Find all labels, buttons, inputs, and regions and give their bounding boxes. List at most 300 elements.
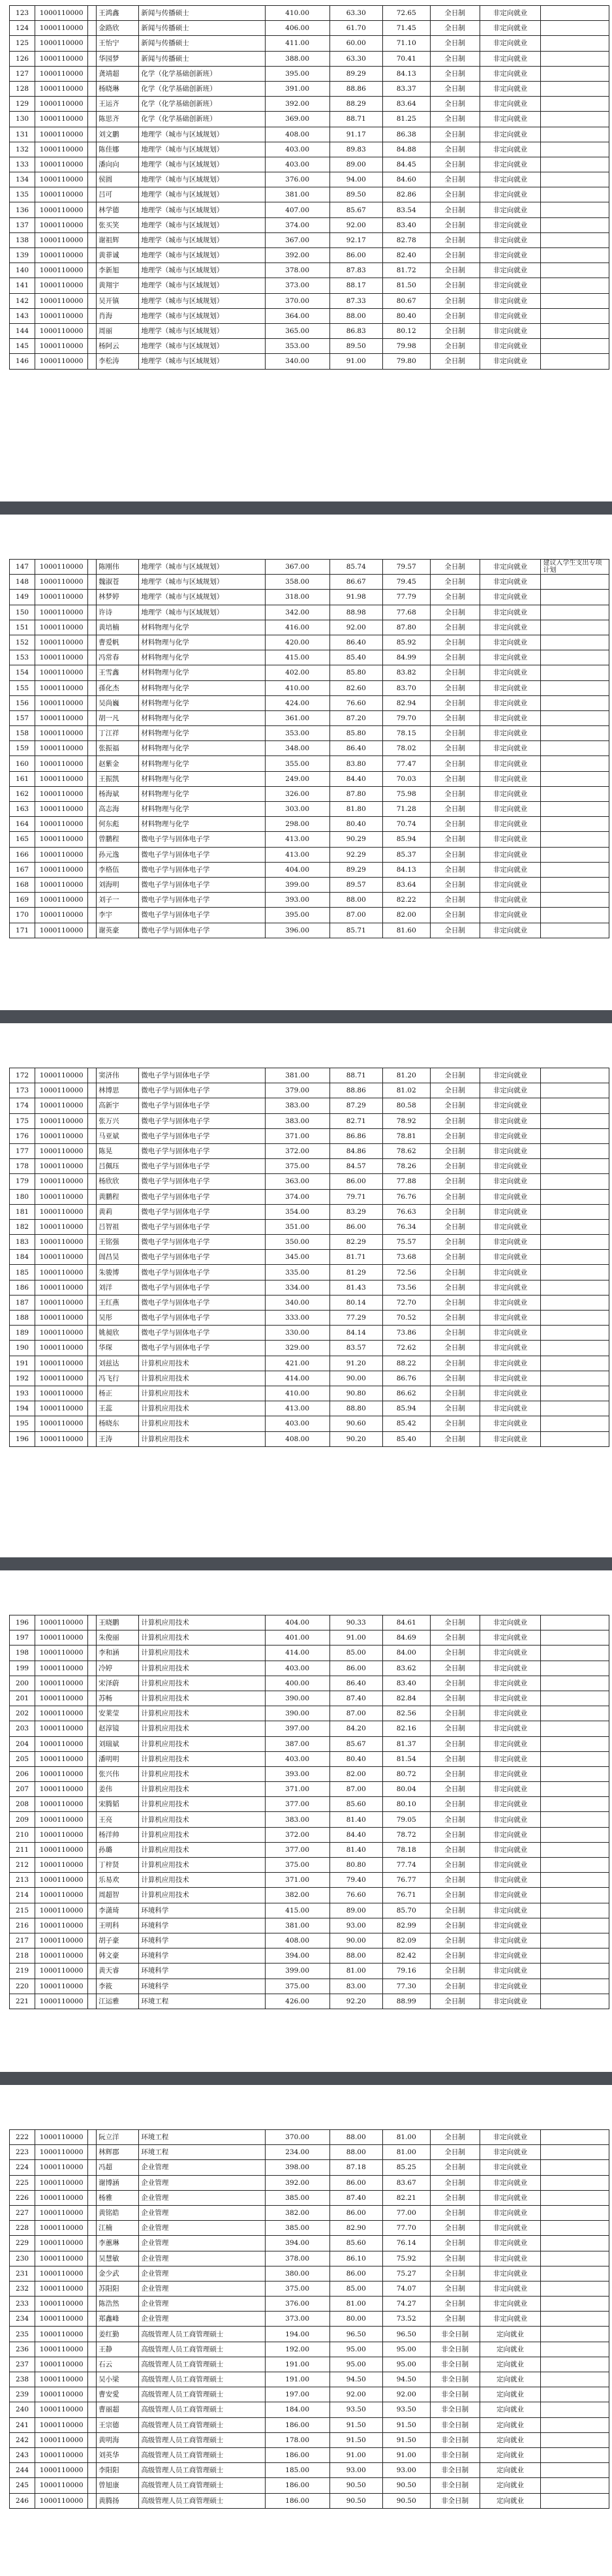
seq-cell: 211 — [10, 1842, 35, 1857]
name-cell: 姜红勤 — [97, 2327, 139, 2342]
employment-type-cell: 非定向就业 — [480, 1174, 541, 1189]
total-score-cell: 78.15 — [382, 726, 430, 741]
retest-score-cell: 82.90 — [329, 2221, 382, 2236]
major-cell: 企业管理 — [139, 2175, 265, 2190]
marker-cell — [88, 1964, 97, 1979]
seq-cell: 129 — [10, 97, 35, 112]
table-row — [10, 1994, 609, 2009]
initial-score-cell: 178.00 — [265, 2432, 329, 2447]
remark-cell — [541, 51, 609, 66]
seq-cell: 152 — [10, 635, 35, 650]
marker-cell — [88, 1401, 97, 1416]
retest-score-cell: 86.83 — [329, 323, 382, 338]
initial-score-cell: 380.00 — [265, 2266, 329, 2281]
marker-cell — [88, 1933, 97, 1948]
marker-cell — [88, 802, 97, 817]
employment-type-cell: 定向就业 — [480, 2327, 541, 2342]
seq-cell: 228 — [10, 2221, 35, 2236]
study-mode-cell: 非全日制 — [430, 2372, 480, 2387]
employment-type-cell: 非定向就业 — [480, 1311, 541, 1326]
initial-score-cell: 394.00 — [265, 2236, 329, 2251]
employment-type-cell: 非定向就业 — [480, 1842, 541, 1857]
major-cell: 企业管理 — [139, 2266, 265, 2281]
study-mode-cell: 全日制 — [430, 1326, 480, 1341]
total-score-cell: 79.16 — [382, 1964, 430, 1979]
name-cell: 杨雅 — [97, 2190, 139, 2205]
major-cell: 高级管理人员工商管理硕士 — [139, 2478, 265, 2493]
total-score-cell: 77.88 — [382, 1174, 430, 1189]
remark-cell — [541, 2327, 609, 2342]
total-score-cell: 77.00 — [382, 2205, 430, 2220]
initial-score-cell: 353.00 — [265, 726, 329, 741]
marker-cell — [88, 2417, 97, 2432]
name-cell: 杨欣欣 — [97, 1174, 139, 1189]
seq-cell: 191 — [10, 1356, 35, 1371]
name-cell: 林辉郡 — [97, 2145, 139, 2160]
marker-cell — [88, 665, 97, 680]
employment-type-cell: 非定向就业 — [480, 2160, 541, 2175]
study-mode-cell: 全日制 — [430, 710, 480, 725]
seq-cell: 219 — [10, 1964, 35, 1979]
employment-type-cell: 非定向就业 — [480, 695, 541, 710]
retest-score-cell: 86.00 — [329, 1661, 382, 1676]
total-score-cell: 93.50 — [382, 2402, 430, 2417]
name-cell: 黄莉 — [97, 1204, 139, 1219]
major-cell: 微电子学与固体电子学 — [139, 1128, 265, 1143]
major-cell: 材料物理与化学 — [139, 620, 265, 635]
study-mode-cell: 全日制 — [430, 893, 480, 908]
exam-id-cell: 1000110000 — [35, 560, 88, 575]
major-cell: 材料物理与化学 — [139, 741, 265, 756]
marker-cell — [88, 51, 97, 66]
seq-cell: 130 — [10, 112, 35, 127]
major-cell: 微电子学与固体电子学 — [139, 1235, 265, 1250]
employment-type-cell: 非定向就业 — [480, 1751, 541, 1766]
table-row — [10, 2266, 609, 2281]
total-score-cell: 76.14 — [382, 2236, 430, 2251]
study-mode-cell: 全日制 — [430, 605, 480, 620]
exam-id-cell: 1000110000 — [35, 232, 88, 247]
name-cell: 潘明明 — [97, 1751, 139, 1766]
seq-cell: 202 — [10, 1706, 35, 1721]
table-row — [10, 323, 609, 338]
marker-cell — [88, 66, 97, 81]
exam-id-cell: 1000110000 — [35, 1888, 88, 1903]
seq-cell: 220 — [10, 1979, 35, 1994]
table-row — [10, 1676, 609, 1691]
employment-type-cell: 非定向就业 — [480, 726, 541, 741]
table-row — [10, 112, 609, 127]
initial-score-cell: 370.00 — [265, 293, 329, 308]
marker-cell — [88, 278, 97, 293]
total-score-cell: 92.00 — [382, 2387, 430, 2402]
table-row — [10, 1812, 609, 1827]
remark-cell — [541, 1706, 609, 1721]
employment-type-cell: 定向就业 — [480, 2417, 541, 2432]
total-score-cell: 81.00 — [382, 2130, 430, 2145]
table-row — [10, 1416, 609, 1431]
total-score-cell: 80.40 — [382, 308, 430, 323]
retest-score-cell: 93.50 — [329, 2402, 382, 2417]
exam-id-cell: 1000110000 — [35, 1128, 88, 1143]
study-mode-cell: 全日制 — [430, 2297, 480, 2312]
marker-cell — [88, 2145, 97, 2160]
seq-cell: 169 — [10, 893, 35, 908]
major-cell: 计算机应用技术 — [139, 1431, 265, 1446]
study-mode-cell: 全日制 — [430, 1265, 480, 1280]
employment-type-cell: 定向就业 — [480, 2447, 541, 2462]
seq-cell: 171 — [10, 923, 35, 938]
page-separator — [0, 1010, 612, 1023]
remark-cell — [541, 2130, 609, 2145]
exam-id-cell: 1000110000 — [35, 51, 88, 66]
total-score-cell: 72.62 — [382, 1341, 430, 1356]
study-mode-cell: 全日制 — [430, 560, 480, 575]
exam-id-cell: 1000110000 — [35, 741, 88, 756]
study-mode-cell: 全日制 — [430, 862, 480, 877]
study-mode-cell: 全日制 — [430, 1615, 480, 1630]
name-cell: 江楠 — [97, 2221, 139, 2236]
total-score-cell: 80.12 — [382, 323, 430, 338]
retest-score-cell: 84.86 — [329, 1143, 382, 1158]
retest-score-cell: 88.86 — [329, 1083, 382, 1098]
name-cell: 丁梓贤 — [97, 1858, 139, 1873]
name-cell: 江运雅 — [97, 1994, 139, 2009]
initial-score-cell: 393.00 — [265, 893, 329, 908]
exam-id-cell: 1000110000 — [35, 893, 88, 908]
seq-cell: 179 — [10, 1174, 35, 1189]
retest-score-cell: 86.40 — [329, 1676, 382, 1691]
name-cell: 何东彪 — [97, 817, 139, 832]
employment-type-cell: 非定向就业 — [480, 51, 541, 66]
initial-score-cell: 391.00 — [265, 81, 329, 96]
remark-cell — [541, 1128, 609, 1143]
seq-cell: 155 — [10, 680, 35, 695]
remark-cell — [541, 1356, 609, 1371]
total-score-cell: 72.56 — [382, 1265, 430, 1280]
total-score-cell: 75.98 — [382, 786, 430, 801]
seq-cell: 221 — [10, 1994, 35, 2009]
study-mode-cell: 非全日制 — [430, 2493, 480, 2508]
remark-cell — [541, 187, 609, 202]
table-row — [10, 2432, 609, 2447]
remark-cell — [541, 66, 609, 81]
total-score-cell: 88.99 — [382, 1994, 430, 2009]
name-cell: 韩文豪 — [97, 1948, 139, 1964]
total-score-cell: 85.25 — [382, 2160, 430, 2175]
marker-cell — [88, 2463, 97, 2478]
table-row — [10, 1356, 609, 1371]
major-cell: 计算机应用技术 — [139, 1827, 265, 1842]
exam-id-cell: 1000110000 — [35, 1113, 88, 1128]
marker-cell — [88, 2221, 97, 2236]
study-mode-cell: 全日制 — [430, 81, 480, 96]
exam-id-cell: 1000110000 — [35, 142, 88, 157]
retest-score-cell: 95.00 — [329, 2342, 382, 2357]
study-mode-cell: 全日制 — [430, 51, 480, 66]
name-cell: 肖海 — [97, 308, 139, 323]
exam-id-cell: 1000110000 — [35, 2447, 88, 2462]
employment-type-cell: 非定向就业 — [480, 817, 541, 832]
exam-id-cell: 1000110000 — [35, 1736, 88, 1751]
remark-cell — [541, 1416, 609, 1431]
total-score-cell: 91.50 — [382, 2432, 430, 2447]
exam-id-cell: 1000110000 — [35, 2402, 88, 2417]
exam-id-cell: 1000110000 — [35, 1615, 88, 1630]
remark-cell — [541, 665, 609, 680]
name-cell: 姚昶欣 — [97, 1326, 139, 1341]
seq-cell: 218 — [10, 1948, 35, 1964]
exam-id-cell: 1000110000 — [35, 308, 88, 323]
marker-cell — [88, 817, 97, 832]
marker-cell — [88, 1143, 97, 1158]
major-cell: 地理学（城市与区域规划） — [139, 278, 265, 293]
remark-cell — [541, 2372, 609, 2387]
remark-cell — [541, 1326, 609, 1341]
name-cell: 杨阿云 — [97, 339, 139, 354]
major-cell: 微电子学与固体电子学 — [139, 893, 265, 908]
major-cell: 计算机应用技术 — [139, 1736, 265, 1751]
marker-cell — [88, 1676, 97, 1691]
marker-cell — [88, 1098, 97, 1113]
table-row — [10, 2312, 609, 2327]
marker-cell — [88, 2312, 97, 2327]
major-cell: 环境工程 — [139, 2145, 265, 2160]
exam-id-cell: 1000110000 — [35, 2266, 88, 2281]
retest-score-cell: 85.80 — [329, 665, 382, 680]
study-mode-cell: 全日制 — [430, 157, 480, 172]
marker-cell — [88, 1235, 97, 1250]
study-mode-cell: 全日制 — [430, 1083, 480, 1098]
seq-cell: 123 — [10, 6, 35, 21]
major-cell: 微电子学与固体电子学 — [139, 1083, 265, 1098]
marker-cell — [88, 172, 97, 187]
study-mode-cell: 全日制 — [430, 354, 480, 369]
exam-id-cell: 1000110000 — [35, 2190, 88, 2205]
employment-type-cell: 非定向就业 — [480, 1386, 541, 1401]
remark-cell — [541, 1341, 609, 1356]
marker-cell — [88, 1918, 97, 1933]
name-cell: 陈晃 — [97, 1143, 139, 1158]
initial-score-cell: 408.00 — [265, 127, 329, 142]
table-row — [10, 1888, 609, 1903]
initial-score-cell: 399.00 — [265, 877, 329, 892]
employment-type-cell: 非定向就业 — [480, 756, 541, 771]
marker-cell — [88, 1948, 97, 1964]
study-mode-cell: 全日制 — [430, 802, 480, 817]
employment-type-cell: 非定向就业 — [480, 741, 541, 756]
exam-id-cell: 1000110000 — [35, 620, 88, 635]
remark-cell — [541, 2357, 609, 2372]
employment-type-cell: 非定向就业 — [480, 2251, 541, 2266]
remark-cell — [541, 1736, 609, 1751]
marker-cell — [88, 127, 97, 142]
name-cell: 李宇 — [97, 908, 139, 923]
name-cell: 訚昌昊 — [97, 1250, 139, 1265]
total-score-cell: 73.86 — [382, 1326, 430, 1341]
retest-score-cell: 82.60 — [329, 680, 382, 695]
marker-cell — [88, 2447, 97, 2462]
total-score-cell: 80.67 — [382, 293, 430, 308]
name-cell: 苏阳阳 — [97, 2281, 139, 2296]
total-score-cell: 71.28 — [382, 802, 430, 817]
seq-cell: 223 — [10, 2145, 35, 2160]
total-score-cell: 84.60 — [382, 172, 430, 187]
table-row — [10, 1858, 609, 1873]
employment-type-cell: 非定向就业 — [480, 263, 541, 278]
seq-cell: 235 — [10, 2327, 35, 2342]
exam-id-cell: 1000110000 — [35, 112, 88, 127]
employment-type-cell: 非定向就业 — [480, 21, 541, 36]
exam-id-cell: 1000110000 — [35, 1873, 88, 1888]
seq-cell: 194 — [10, 1401, 35, 1416]
remark-cell — [541, 2387, 609, 2402]
retest-score-cell: 84.20 — [329, 1721, 382, 1736]
remark-cell — [541, 1401, 609, 1416]
employment-type-cell: 非定向就业 — [480, 1721, 541, 1736]
marker-cell — [88, 1128, 97, 1143]
total-score-cell: 83.40 — [382, 1676, 430, 1691]
marker-cell — [88, 354, 97, 369]
table-row — [10, 2297, 609, 2312]
table-row — [10, 847, 609, 862]
name-cell: 刘海明 — [97, 877, 139, 892]
remark-cell — [541, 157, 609, 172]
major-cell: 化学（化学基础创新班） — [139, 112, 265, 127]
initial-score-cell: 354.00 — [265, 1204, 329, 1219]
retest-score-cell: 84.14 — [329, 1326, 382, 1341]
total-score-cell: 85.92 — [382, 635, 430, 650]
name-cell: 刘子一 — [97, 893, 139, 908]
table-row — [10, 741, 609, 756]
marker-cell — [88, 756, 97, 771]
marker-cell — [88, 308, 97, 323]
study-mode-cell: 全日制 — [430, 1401, 480, 1416]
total-score-cell: 82.40 — [382, 248, 430, 263]
remark-cell — [541, 862, 609, 877]
initial-score-cell: 372.00 — [265, 1143, 329, 1158]
study-mode-cell: 全日制 — [430, 2266, 480, 2281]
seq-cell: 198 — [10, 1646, 35, 1661]
seq-cell: 196 — [10, 1615, 35, 1630]
name-cell: 吴开镇 — [97, 293, 139, 308]
major-cell: 地理学（城市与区域规划） — [139, 187, 265, 202]
initial-score-cell: 371.00 — [265, 1873, 329, 1888]
table-row — [10, 1295, 609, 1310]
major-cell: 高级管理人员工商管理硕士 — [139, 2372, 265, 2387]
seq-cell: 159 — [10, 741, 35, 756]
table-row — [10, 2327, 609, 2342]
employment-type-cell: 非定向就业 — [480, 1676, 541, 1691]
study-mode-cell: 非全日制 — [430, 2387, 480, 2402]
remark-cell — [541, 2175, 609, 2190]
remark-cell — [541, 1888, 609, 1903]
employment-type-cell: 非定向就业 — [480, 97, 541, 112]
major-cell: 计算机应用技术 — [139, 1706, 265, 1721]
exam-id-cell: 1000110000 — [35, 1204, 88, 1219]
study-mode-cell: 全日制 — [430, 1979, 480, 1994]
marker-cell — [88, 1661, 97, 1676]
table-row — [10, 908, 609, 923]
exam-id-cell: 1000110000 — [35, 1827, 88, 1842]
study-mode-cell: 全日制 — [430, 1994, 480, 2009]
initial-score-cell: 402.00 — [265, 665, 329, 680]
seq-cell: 145 — [10, 339, 35, 354]
seq-cell: 177 — [10, 1143, 35, 1158]
major-cell: 微电子学与固体电子学 — [139, 1250, 265, 1265]
name-cell: 华琛 — [97, 1341, 139, 1356]
employment-type-cell: 非定向就业 — [480, 2145, 541, 2160]
retest-score-cell: 95.00 — [329, 2357, 382, 2372]
study-mode-cell: 全日制 — [430, 695, 480, 710]
employment-type-cell: 非定向就业 — [480, 877, 541, 892]
study-mode-cell: 全日制 — [430, 590, 480, 605]
employment-type-cell: 非定向就业 — [480, 142, 541, 157]
employment-type-cell: 定向就业 — [480, 2387, 541, 2402]
study-mode-cell: 全日制 — [430, 1386, 480, 1401]
major-cell: 计算机应用技术 — [139, 1386, 265, 1401]
initial-score-cell: 381.00 — [265, 1068, 329, 1083]
name-cell: 陈佳娜 — [97, 142, 139, 157]
major-cell: 计算机应用技术 — [139, 1630, 265, 1646]
retest-score-cell: 86.00 — [329, 1174, 382, 1189]
study-mode-cell: 全日制 — [430, 1933, 480, 1948]
score-table — [9, 1615, 609, 2009]
table-row — [10, 1646, 609, 1661]
name-cell: 冯常春 — [97, 650, 139, 665]
major-cell: 企业管理 — [139, 2190, 265, 2205]
initial-score-cell: 408.00 — [265, 1933, 329, 1948]
employment-type-cell: 定向就业 — [480, 2402, 541, 2417]
study-mode-cell: 非全日制 — [430, 2463, 480, 2478]
marker-cell — [88, 2342, 97, 2357]
total-score-cell: 82.56 — [382, 1706, 430, 1721]
major-cell: 计算机应用技术 — [139, 1646, 265, 1661]
name-cell: 林博思 — [97, 1083, 139, 1098]
total-score-cell: 84.69 — [382, 1630, 430, 1646]
retest-score-cell: 90.80 — [329, 1386, 382, 1401]
retest-score-cell: 60.00 — [329, 36, 382, 51]
retest-score-cell: 88.17 — [329, 278, 382, 293]
study-mode-cell: 全日制 — [430, 2236, 480, 2251]
seq-cell: 135 — [10, 187, 35, 202]
exam-id-cell: 1000110000 — [35, 172, 88, 187]
major-cell: 化学（化学基础创新班） — [139, 66, 265, 81]
total-score-cell: 82.84 — [382, 1691, 430, 1706]
exam-id-cell: 1000110000 — [35, 877, 88, 892]
name-cell: 孙璐 — [97, 1842, 139, 1857]
study-mode-cell: 全日制 — [430, 1842, 480, 1857]
total-score-cell: 72.70 — [382, 1295, 430, 1310]
remark-cell — [541, 1661, 609, 1676]
employment-type-cell: 非定向就业 — [480, 2205, 541, 2220]
exam-id-cell: 1000110000 — [35, 97, 88, 112]
remark-cell — [541, 2145, 609, 2160]
total-score-cell: 84.99 — [382, 650, 430, 665]
total-score-cell: 80.04 — [382, 1782, 430, 1797]
seq-cell: 234 — [10, 2312, 35, 2327]
major-cell: 微电子学与固体电子学 — [139, 862, 265, 877]
remark-cell — [541, 847, 609, 862]
table-row — [10, 2493, 609, 2508]
exam-id-cell: 1000110000 — [35, 1661, 88, 1676]
major-cell: 微电子学与固体电子学 — [139, 923, 265, 938]
retest-score-cell: 90.29 — [329, 832, 382, 847]
exam-id-cell: 1000110000 — [35, 1219, 88, 1234]
seq-cell: 245 — [10, 2478, 35, 2493]
marker-cell — [88, 1159, 97, 1174]
major-cell: 高级管理人员工商管理硕士 — [139, 2357, 265, 2372]
